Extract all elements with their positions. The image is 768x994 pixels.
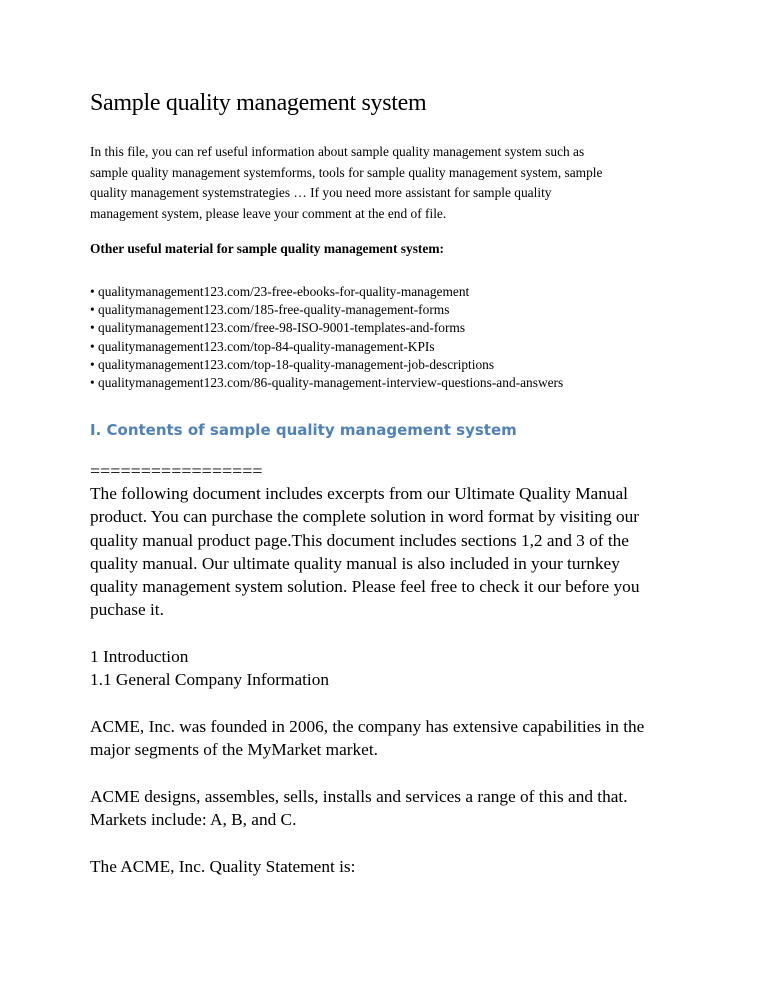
intro-paragraph: [90, 142, 680, 224]
document-title: Sample quality management system: [90, 90, 427, 116]
paragraph-company-founding: [90, 715, 690, 762]
paragraph-manual-excerpt: [90, 482, 690, 622]
intro-line: management system, please leave your comment at the end of file.: [90, 205, 447, 221]
paragraph-line: major segments of the MyMarket market.: [90, 740, 378, 760]
paragraph-line: quality management system solution. Please feel free to check it our before you: [90, 577, 640, 597]
intro-line: In this file, you can ref useful information about sample quality management system such as: [90, 144, 585, 159]
resource-link[interactable]: • qualitymanagement123.com/top-18-quality-management-job-descriptions: [90, 356, 563, 374]
resource-link[interactable]: • qualitymanagement123.com/top-84-quality-management-KPIs: [90, 338, 563, 356]
intro-line: quality management systemstrategies … If you need more assistant for sample quality: [90, 185, 552, 200]
paragraph-line: quality manual product page.This document includes sections 1,2 and 3 of the: [90, 530, 629, 550]
introduction-headings: [90, 645, 690, 692]
heading-introduction: 1 Introduction: [90, 647, 189, 666]
paragraph-quality-statement: [90, 855, 690, 878]
resource-link[interactable]: • qualitymanagement123.com/185-free-quality-management-forms: [90, 301, 563, 319]
intro-line: sample quality management systemforms, tools for sample quality management system, sample: [90, 164, 603, 180]
paragraph-line: puchase it.: [90, 600, 164, 620]
section-heading-contents: I. Contents of sample quality management system: [90, 421, 517, 439]
paragraph-line: Markets include: A, B, and C.: [90, 810, 297, 830]
paragraph-line: The ACME, Inc. Quality Statement is:: [90, 857, 356, 876]
separator-line: =================: [90, 461, 263, 481]
other-material-heading: Other useful material for sample quality management system:: [90, 241, 444, 256]
resource-link[interactable]: • qualitymanagement123.com/free-98-ISO-9001-templates-and-forms: [90, 319, 563, 337]
paragraph-line: product. You can purchase the complete solution in word format by visiting our: [90, 507, 640, 527]
paragraph-line: ACME designs, assembles, sells, installs and services a range of this and that.: [90, 787, 628, 806]
resource-link[interactable]: • qualitymanagement123.com/86-quality-management-interview-questions-and-answers: [90, 374, 563, 392]
paragraph-company-markets: [90, 785, 690, 832]
paragraph-line: ACME, Inc. was founded in 2006, the company has extensive capabilities in the: [90, 717, 645, 736]
paragraph-line: quality manual. Our ultimate quality manual is also included in your turnkey: [90, 553, 620, 573]
resource-link[interactable]: • qualitymanagement123.com/23-free-ebooks-for-quality-management: [90, 283, 563, 301]
paragraph-line: The following document includes excerpts from our Ultimate Quality Manual: [90, 484, 628, 503]
resource-link-list: [90, 283, 563, 392]
heading-company-information: 1.1 General Company Information: [90, 670, 329, 690]
